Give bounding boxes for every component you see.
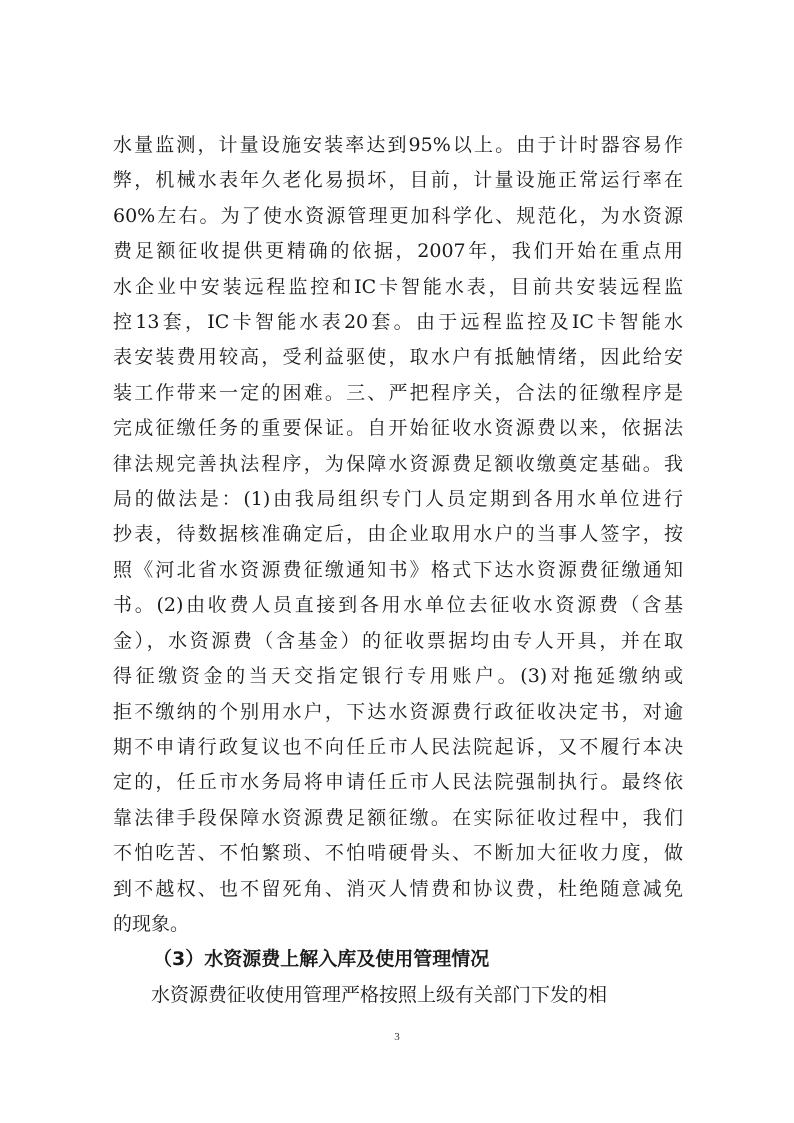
text-line: 定的，任丘市水务局将申请任丘市人民法院强制执行。最终依 [113,771,683,794]
text-line: 金），水资源费（含基金）的征收票据均由专人开具，并在取 [113,629,683,652]
document-body [113,128,683,1013]
text-line: 60%左右。为了使水资源管理更加科学化、规范化，为水资源 [113,204,683,227]
text-line: 完成征缴任务的重要保证。自开始征收水资源费以来，依据法 [113,417,683,440]
text-line: 水资源费征收使用管理严格按照上级有关部门下发的相 [151,983,608,1006]
text-line: 期不申请行政复议也不向任丘市人民法院起诉，又不履行本决 [113,735,683,758]
text-line: 抄表，待数据核准确定后，由企业取用水户的当事人签字，按 [113,523,683,546]
section-heading: （3）水资源费上解入库及使用管理情况 [153,948,490,971]
text-line: 靠法律手段保障水资源费足额征缴。在实际征收过程中，我们 [113,806,683,829]
text-line: 律法规完善执法程序，为保障水资源费足额收缴奠定基础。我 [113,452,683,475]
text-line: 得征缴资金的当天交指定银行专用账户。(3)对拖延缴纳或 [113,665,683,688]
text-line: 控13套，IC卡智能水表20套。由于远程监控及IC卡智能水 [113,311,683,334]
text-line: 书。(2)由收费人员直接到各用水单位去征收水资源费（含基 [113,594,683,617]
text-line: 局的做法是：(1)由我局组织专门人员定期到各用水单位进行 [113,488,683,511]
text-line: 表安装费用较高，受利益驱使，取水户有抵触情绪，因此给安 [113,346,683,369]
body-paragraph-1 [113,128,683,942]
text-line: 照《河北省水资源费征缴通知书》格式下达水资源费征缴通知 [113,558,683,581]
text-line: 装工作带来一定的困难。三、严把程序关，合法的征缴程序是 [113,381,683,404]
page-number: 3 [394,1031,400,1043]
text-line: 的现象。 [113,912,190,935]
text-line: 水企业中安装远程监控和IC卡智能水表，目前共安装远程监 [113,275,683,298]
text-line: 水量监测，计量设施安装率达到95%以上。由于计时器容易作 [113,134,683,156]
text-line: 不怕吃苦、不怕繁琐、不怕啃硬骨头、不断加大征收力度，做 [113,842,683,865]
text-line: 拒不缴纳的个别用水户，下达水资源费行政征收决定书，对逾 [113,700,683,723]
text-line: 到不越权、也不留死角、消灭人情费和协议费，杜绝随意减免 [113,877,683,900]
text-line: 弊，机械水表年久老化易损坏，目前，计量设施正常运行率在 [113,169,683,192]
text-line: 费足额征收提供更精确的依据，2007年，我们开始在重点用 [113,240,683,263]
body-paragraph-2 [113,978,683,1013]
